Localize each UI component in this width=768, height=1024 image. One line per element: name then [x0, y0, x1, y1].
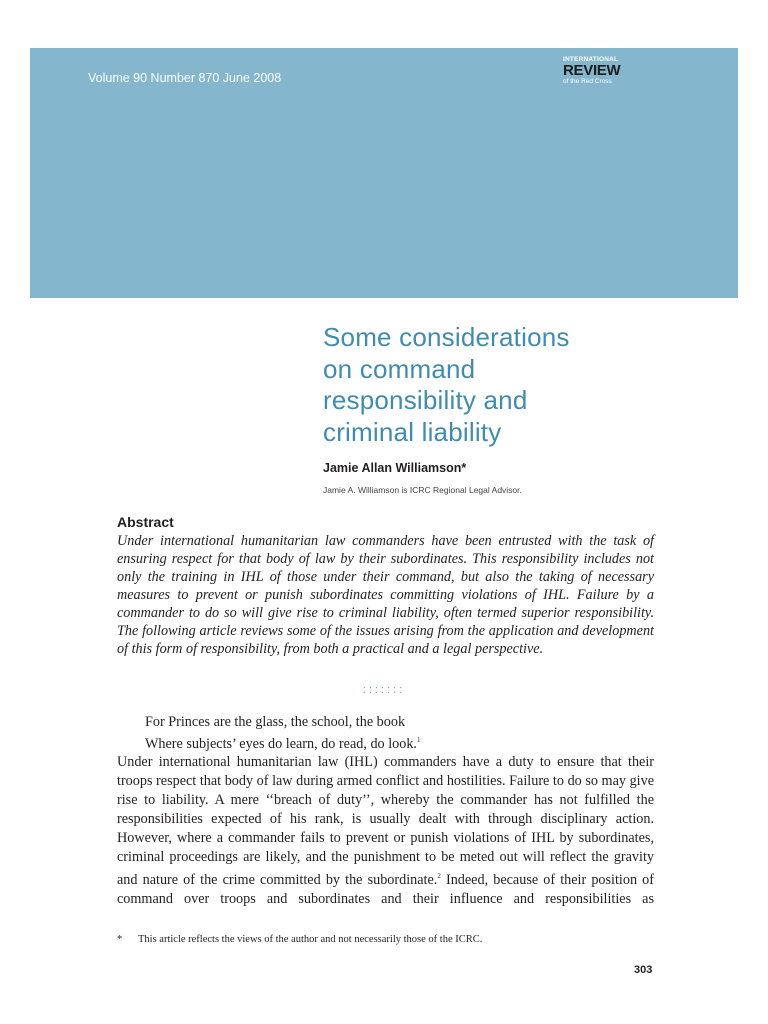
article-title — [323, 322, 703, 448]
body-line: command over troops and subordinates and their influence and responsibilities as — [117, 891, 654, 907]
title-line: responsibility and — [323, 385, 528, 415]
page-number: 303 — [634, 964, 653, 976]
body-line: Failure to do so may give rise to liability. A mere ‘‘breach of duty’’, whereby the — [117, 773, 654, 808]
body-paragraph — [117, 753, 654, 909]
body-line: Indeed, because of their position of — [440, 872, 654, 888]
epigraph-line: Where subjects’ eyes do learn, do read, do look. — [145, 736, 417, 752]
author-affiliation: Jamie A. Williamson is ICRC Regional Legal Advisor. — [323, 485, 522, 495]
epigraph — [145, 713, 420, 753]
epigraph-line: For Princes are the glass, the school, the book — [145, 714, 406, 730]
title-line: criminal liability — [323, 416, 502, 447]
footnote-mark: * — [117, 934, 123, 945]
footnote — [117, 934, 482, 945]
body-line: Under international humanitarian law (IHL) commanders have a duty to ensure — [117, 754, 595, 770]
abstract-text: Under international humanitarian law commanders have been entrusted with the task of ensuring respect for that body of law by their subordinates. This responsibility includes not only the training in IHL of those under their command, but also the taking of necessary measures to prevent or punish subordinates committing violations of IHL. Failure by a commander to do so will give rise to criminal liability, often termed superior responsibility. The following article reviews some of the issues arising from the application and development of this form of responsibility, from both a practical and a legal perspective. — [117, 533, 654, 657]
section-separator: ::::::: — [362, 684, 406, 696]
body-line: likely, and the punishment to be meted out will reflect the gravity and nature of — [117, 849, 655, 888]
footnote-reference[interactable]: 1 — [416, 736, 421, 744]
logo-line-review: REVIEW — [563, 62, 621, 79]
body-line: dealt with through disciplinary action. However, where a commander fails to — [117, 811, 654, 846]
author-name: Jamie Allan Williamson* — [323, 461, 467, 475]
abstract-heading: Abstract — [117, 514, 174, 530]
logo-line-red-cross: of the Red Cross — [563, 78, 612, 85]
body-line: commander has not fulfilled the responsibilities expected of his rank, is usually — [117, 792, 655, 827]
journal-logo — [563, 56, 663, 86]
title-line: on command — [323, 353, 476, 384]
logo-line-international: INTERNATIONAL — [563, 56, 619, 63]
volume-info: Volume 90 Number 870 June 2008 — [88, 71, 282, 85]
body-line: the crime committed by the subordinate. — [200, 872, 438, 888]
body-line: prevent or punish violations of IHL by subordinates, criminal proceedings are — [117, 830, 654, 865]
body-line: that their troops respect that body of law during armed conflict and hostilities. — [117, 754, 654, 789]
footnote-text: This article reflects the views of the author and not necessarily those of the ICRC. — [138, 934, 483, 945]
footnote-reference[interactable]: 2 — [437, 872, 441, 880]
title-line: Some considerations — [323, 322, 570, 352]
